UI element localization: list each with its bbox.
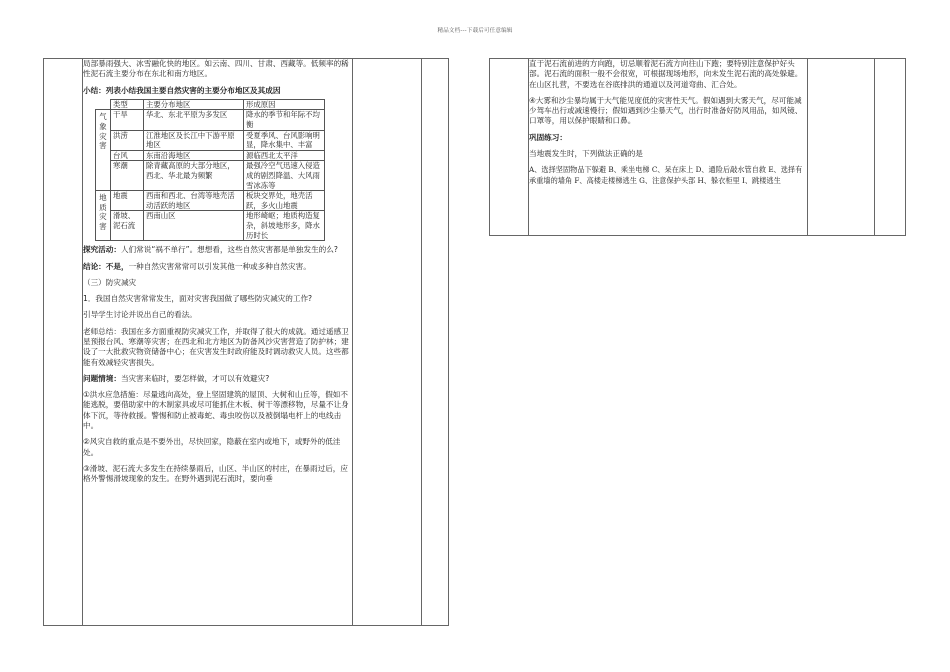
- practice-question: 当地震发生时，下列做法正确的是: [529, 149, 643, 159]
- table-cell-type: 地震: [111, 191, 144, 211]
- practice-title: 巩固练习：: [529, 132, 567, 142]
- table-cell-cause: 降水的季节和年际不均衡: [244, 110, 325, 130]
- table-row: [96, 211, 325, 241]
- table-cell-cause: 板块交界处，地壳活跃，多火山地震: [244, 191, 325, 211]
- table-cell-area: 江淮地区及长江中下游平原地区: [144, 130, 244, 150]
- table-cell-area: 西南山区: [144, 211, 244, 241]
- table-cell-area: 西南和西北、台湾等地壳活动活跃的地区: [144, 191, 244, 211]
- flood-measures: ①洪水应急措施：尽量逃向高处，登上坚固建筑的屋顶、大树和山丘等，假如不能逃脱，要借助家中的木制家具或尽可能抓住木板、树干等漂移物，尽量不让身体下沉，等待救援。警惕和防止被毒蛇、毒虫咬伤以及被倒塌电杆上的电线击中。: [83, 390, 349, 431]
- conclusion: [83, 262, 349, 272]
- table-cell-cause: 受夏季风、台风影响明显，降水集中、丰富: [244, 130, 325, 150]
- table-header-blank: [96, 99, 111, 110]
- intro-text: 局部暴雨强大、冰雪融化快的地区。如云南、四川、甘肃、西藏等。低频率的稀性泥石流主要分布在东北和南方地区。: [83, 59, 349, 79]
- table-row: [96, 161, 325, 191]
- right-column-divider: [874, 59, 875, 235]
- table-row: [96, 110, 325, 130]
- table-header-cell: 类型: [111, 99, 144, 110]
- table-cell-cause: 源临西北太平洋: [244, 150, 325, 161]
- table-row: [96, 150, 325, 161]
- table-cell-cause: 地形崎岖；地质构造复杂，斜坡地形多，降水历时长: [244, 211, 325, 241]
- table-cell-type: 干旱: [111, 110, 144, 130]
- left-column-divider: [421, 59, 422, 625]
- landslide-measures-continued: 直于泥石流前进的方向跑，切忌顺着泥石流方向往山下跑；要特别注意保护好头部。泥石流的面积一般不会很宽，可根据现场地形，向未发生泥石流的高处躲避。在山区扎营，不要选在谷底排洪的通道以及河道弯曲、汇合处。: [529, 59, 803, 89]
- table-group-label: 气象灾害: [96, 110, 111, 191]
- explore-label: 探究活动：: [83, 245, 121, 255]
- right-content: [529, 59, 803, 192]
- table-cell-area: 除青藏高原的大部分地区，西北、华北最为频繁: [144, 161, 244, 191]
- table-cell-area: 华北、东北平原为多发区: [144, 110, 244, 130]
- table-header-row: [96, 99, 325, 110]
- scenario-label: 问题情境：: [83, 373, 121, 383]
- disaster-table: [95, 99, 325, 241]
- left-content: [83, 59, 349, 491]
- table-row: [96, 191, 325, 211]
- problem-scenario: [83, 374, 349, 384]
- table-cell-type: 滑坡、泥石流: [111, 211, 144, 241]
- wind-measures: ②风灾自救的重点是不要外出，尽快回家，隐蔽在室内或地下，或野外的低洼处。: [83, 437, 341, 457]
- teacher-summary: 老师总结：我国在多方面重视防灾减灾工作，并取得了很大的成就。通过遥感卫星预报台风、寒潮等灾害；在西北和北方地区为防备风沙灾害营造了防护林；建设了一大批救灾物资储备中心；在灾害发生时政府能及时调动救灾人员。这些都能有效减轻灾害损失。: [83, 326, 349, 367]
- section-heading: （三）防灾减灾: [83, 277, 137, 287]
- table-cell-cause: 最强冷空气迅速入侵造成的剧烈降温、大风雨雪冰冻等: [244, 161, 325, 191]
- question-1: 1．我国自然灾害常常发生，面对灾害我国做了哪些防灾减灾的工作?: [83, 294, 313, 304]
- table-row: [96, 130, 325, 150]
- practice-options: A、选择坚固物品下躲避 B、乘坐电梯 C、呆在床上 D、通险后敲水管自救 E、选择有承重墙的墙角 F、高楼走楼梯逃生 G、注意保护头部 H、躲衣柜里 I、跳楼逃生: [529, 165, 803, 185]
- table-cell-area: 东南沿海地区: [144, 150, 244, 161]
- table-cell-type: 寒潮: [111, 161, 144, 191]
- conclusion-bold: 不是，: [105, 261, 129, 271]
- fog-dust-measures: ④大雾和沙尘暴均属于大气能见度低的灾害性天气。假如遇到大雾天气，尽可能减少驾车出行或减速慢行；假如遇到沙尘暴天气，出行时准备好防风用品，如风镜、口罩等，用以保护眼睛和口鼻。: [529, 95, 803, 126]
- page-header: 精品文档---下载后可任意编辑: [437, 28, 513, 34]
- conclusion-label: 结论：: [83, 261, 106, 271]
- table-group-label: 地质灾害: [96, 191, 111, 241]
- guide-text: 引导学生讨论并说出自己的看法。: [83, 310, 197, 320]
- explore-activity: [83, 245, 349, 255]
- summary-title: 小结：列表小结我国主要自然灾害的主要分布地区及其成因: [83, 85, 281, 95]
- explore-text: 人们常说“祸不单行”。想想看，这些自然灾害都是单独发生的么?: [120, 245, 338, 255]
- table-header-cell: 形成原因: [244, 99, 325, 110]
- landslide-measures: ③滑坡、泥石流大多发生在持续暴雨后，山区、半山区的村庄，在暴雨过后，应格外警惕滑坡现象的发生。在野外遇到泥石流时，要向垂: [83, 463, 348, 484]
- table-cell-type: 台风: [111, 150, 144, 161]
- table-cell-type: 洪涝: [111, 130, 144, 150]
- right-column-divider: [807, 59, 808, 235]
- scenario-text: 当灾害来临时，要怎样做，才可以有效避灾?: [120, 373, 270, 383]
- left-column-divider: [352, 59, 353, 625]
- conclusion-text: 一种自然灾害常常可以引发其他一种或多种自然灾害。: [128, 261, 311, 271]
- table-header-cell: 主要分布地区: [144, 99, 244, 110]
